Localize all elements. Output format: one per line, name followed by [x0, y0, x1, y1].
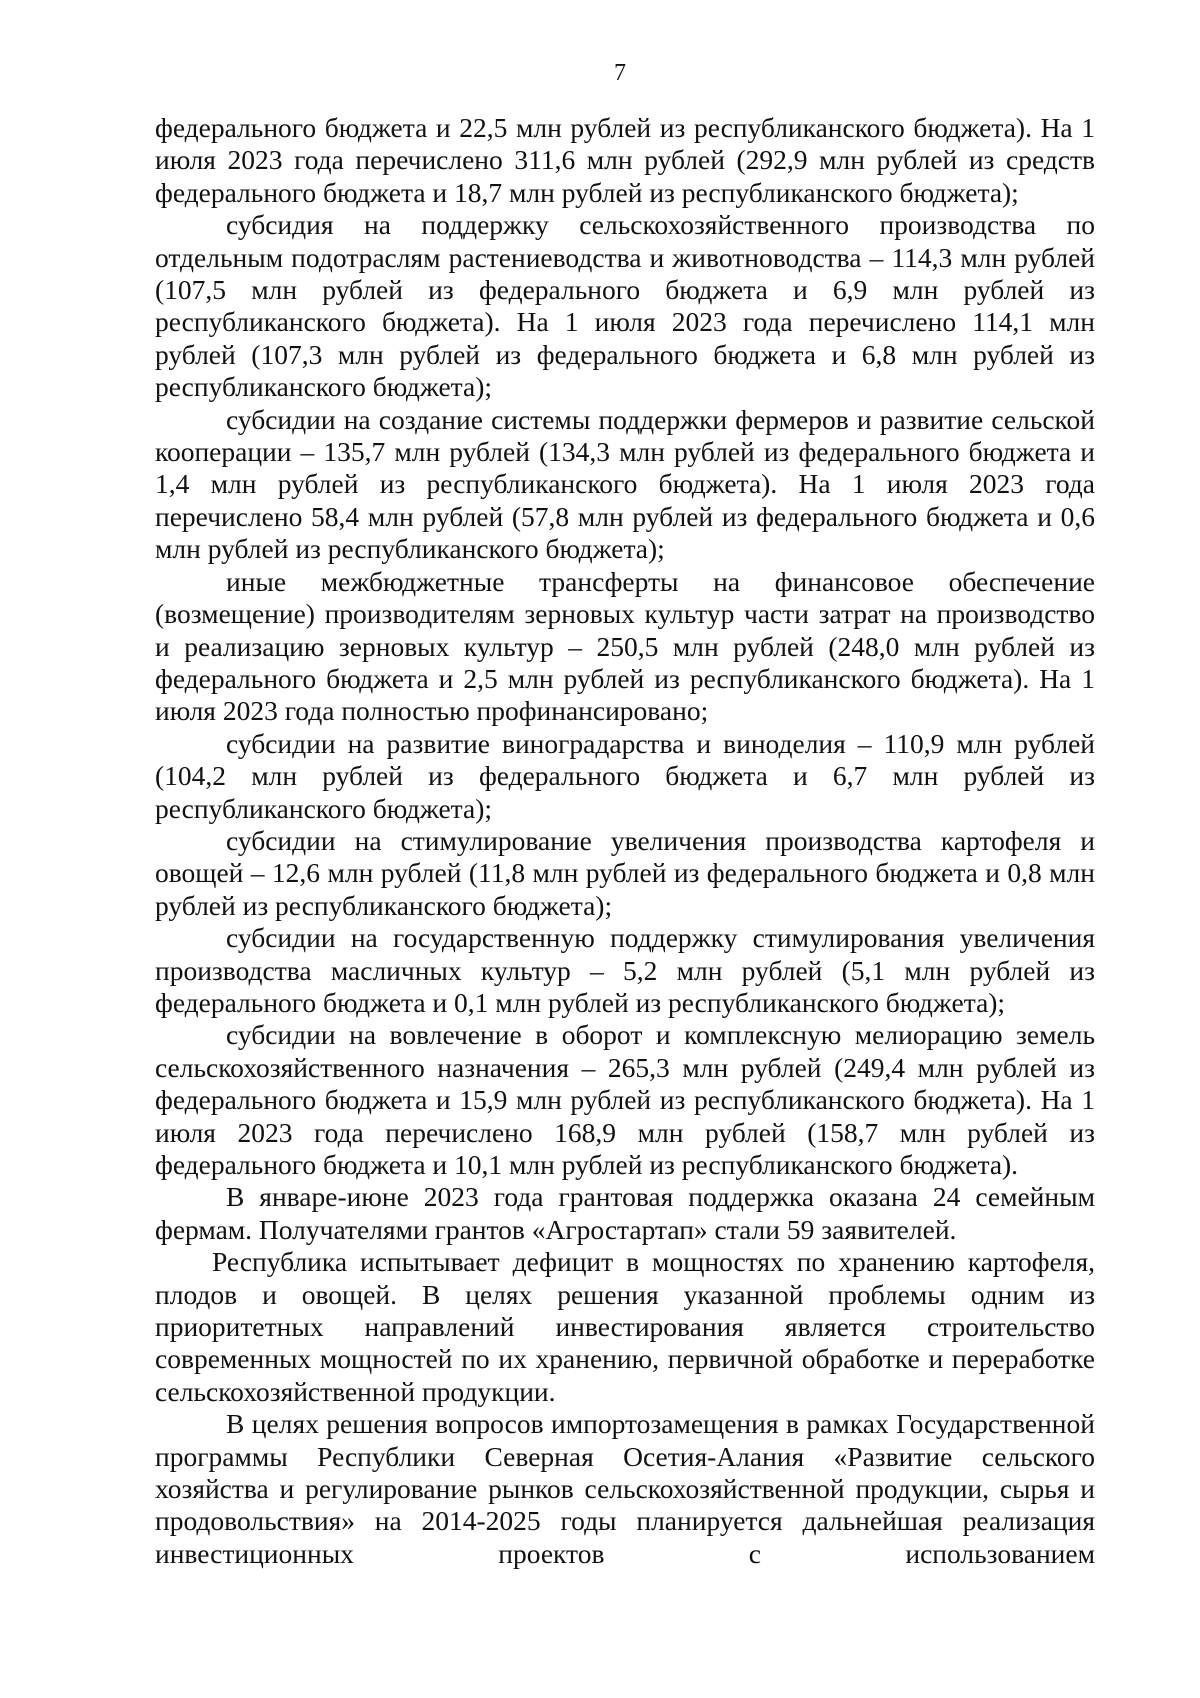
paragraph-subsidy-viticulture: субсидии на развитие виноградарства и виноделия – 110,9 млн рублей (104,2 млн рублей из федерального бюджета и 6,7 млн рублей из республиканского бюджета);: [155, 727, 1095, 824]
paragraph-subsidy-crop-livestock: субсидия на поддержку сельскохозяйственного производства по отдельным подотраслям растениеводства и животноводства – 114,3 млн рублей (107,5 млн рублей из федерального бюджета и 6,9 млн рублей из республиканского бюджета). На 1 июля 2023 года перечислено 114,1 млн рублей (107,3 млн рублей из федерального бюджета и 6,8 млн рублей из республиканского бюджета);: [155, 209, 1095, 403]
document-body: [155, 112, 1095, 1570]
paragraph-subsidy-oilseeds: субсидии на государственную поддержку стимулирования увеличения производства масличных культур – 5,2 млн рублей (5,1 млн рублей из федерального бюджета и 0,1 млн рублей из республиканского бюджета);: [155, 922, 1095, 1018]
paragraph-subsidy-farmer-support: субсидии на создание системы поддержки фермеров и развитие сельской кооперации – 135,7 млн рублей (134,3 млн рублей из федерального бюджета и 1,4 млн рублей из республиканского бюджета). На 1 июля 2023 года перечислено 58,4 млн рублей (57,8 млн рублей из федерального бюджета и 0,6 млн рублей из республиканского бюджета);: [155, 403, 1095, 565]
paragraph-subsidy-land-reclamation: субсидии на вовлечение в оборот и комплексную мелиорацию земель сельскохозяйственного назначения – 265,3 млн рублей (249,4 млн рублей из федерального бюджета и 15,9 млн рублей из республиканского бюджета). На 1 июля 2023 года перечислено 168,9 млн рублей (158,7 млн рублей из федерального бюджета и 10,1 млн рублей из республиканского бюджета).: [155, 1019, 1095, 1180]
paragraph-interbudget-transfers-grain: иные межбюджетные трансферты на финансовое обеспечение (возмещение) производителям зерновых культур части затрат на производство и реализацию зерновых культур – 250,5 млн рублей (248,0 млн рублей из федерального бюджета и 2,5 млн рублей из республиканского бюджета). На 1 июля 2023 года полностью профинансировано;: [155, 565, 1095, 727]
paragraph-import-substitution: В целях решения вопросов импортозамещения в рамках Государственной программы Республики Северная Осетия-Алания «Развитие сельского хозяйства и регулирование рынков сельскохозяйственной продукции, сырья и продовольствия» на 2014-2025 годы планируется дальнейшая реализация инвестиционных проектов с использованием: [155, 1408, 1095, 1569]
page-number: 7: [614, 60, 626, 86]
paragraph-storage-deficit: Республика испытывает дефицит в мощностях по хранению картофеля, плодов и овощей. В целях решения указанной проблемы одним из приоритетных направлений инвестирования является строительство современных мощностей по их хранению, первичной обработке и переработке сельскохозяйственной продукции.: [155, 1246, 1095, 1407]
paragraph-federal-budget-continuation: федерального бюджета и 22,5 млн рублей из республиканского бюджета). На 1 июля 2023 года перечислено 311,6 млн рублей (292,9 млн рублей из средств федерального бюджета и 18,7 млн рублей из республиканского бюджета);: [155, 112, 1095, 208]
paragraph-subsidy-potatoes-vegetables: субсидии на стимулирование увеличения производства картофеля и овощей – 12,6 млн рублей (11,8 млн рублей из федерального бюджета и 0,8 млн рублей из республиканского бюджета);: [155, 824, 1095, 921]
paragraph-grant-support: В январе-июне 2023 года грантовая поддержка оказана 24 семейным фермам. Получателями грантов «Агростартап» стали 59 заявителей.: [155, 1181, 1095, 1245]
